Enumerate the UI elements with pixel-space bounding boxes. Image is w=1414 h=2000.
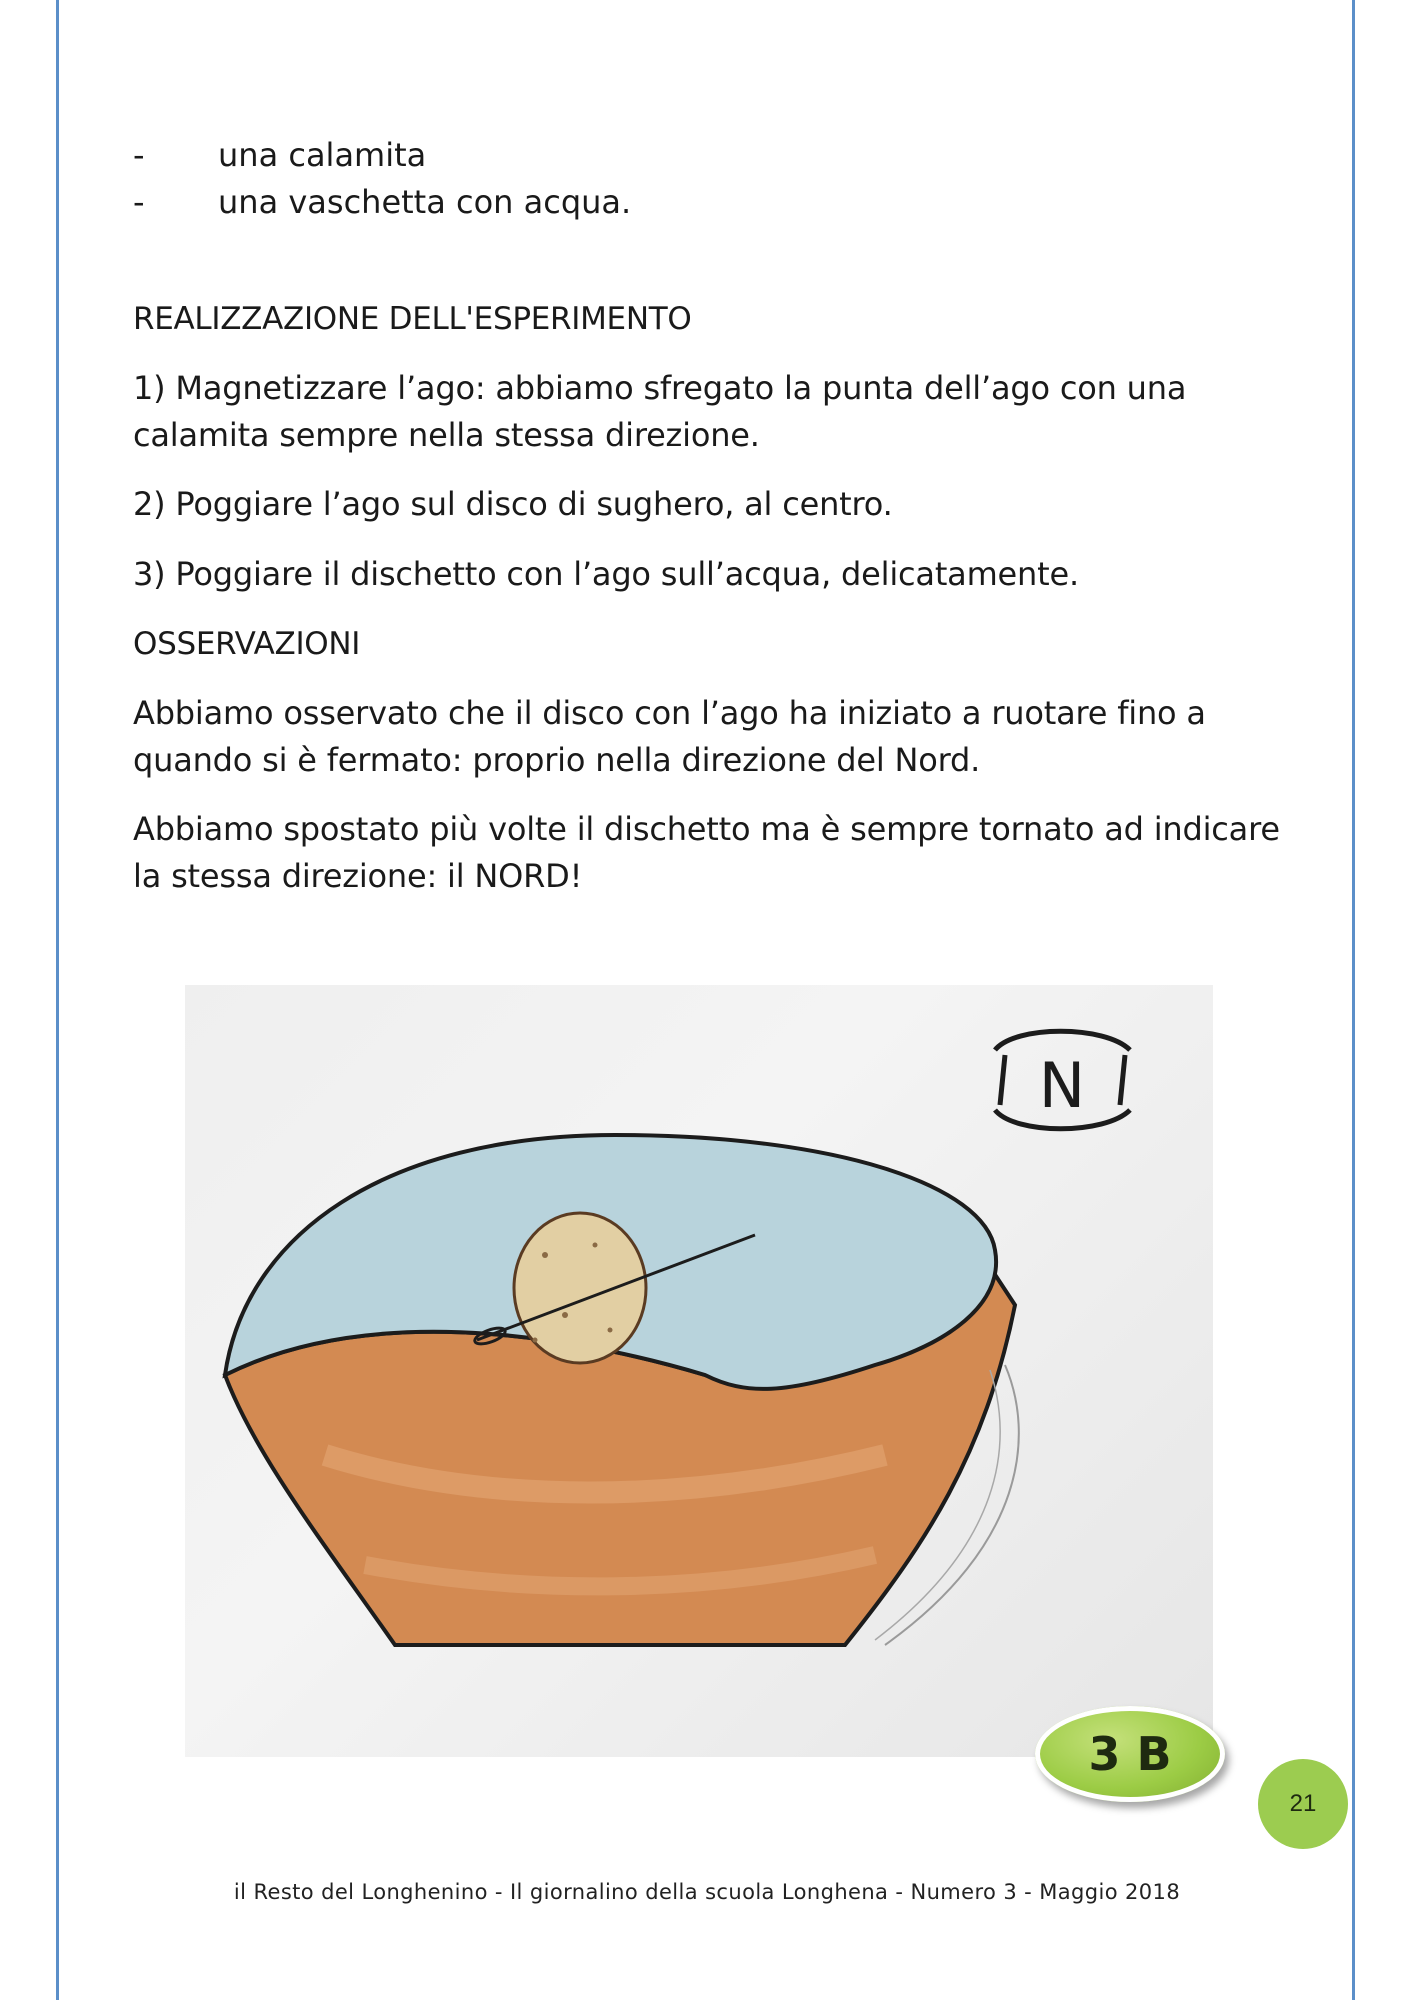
bullet-dash: - <box>133 136 145 174</box>
step-paragraph: 1) Magnetizzare l’ago: abbiamo sfregato la punta dell’ago con una calamita sempre nella stessa direzione. <box>133 369 1187 454</box>
compass-drawing-svg <box>185 985 1213 1757</box>
class-badge: 3 B <box>1035 1706 1225 1802</box>
step-paragraph: 3) Poggiare il dischetto con l’ago sull’acqua, delicatamente. <box>133 555 1079 593</box>
materials-item-text: una calamita <box>218 136 427 174</box>
observation-paragraph: Abbiamo osservato che il disco con l’ago ha iniziato a ruotare fino a quando si è fermato: proprio nella direzione del Nord. <box>133 694 1206 779</box>
observation-paragraph: Abbiamo spostato più volte il dischetto ma è sempre tornato ad indicare la stessa direzione: il NORD! <box>133 810 1280 895</box>
page-border-right <box>1352 0 1355 2000</box>
materials-item <box>133 135 426 175</box>
page-border-left <box>56 0 59 2000</box>
observations-heading: OSSERVAZIONI <box>133 626 361 662</box>
step-paragraph: 2) Poggiare l’ago sul disco di sughero, al centro. <box>133 485 893 523</box>
compass-drawing <box>185 985 1213 1757</box>
page-footer: il Resto del Longhenino - Il giornalino della scuola Longhena - Numero 3 - Maggio 2018 <box>233 1880 1181 1904</box>
page-number: 21 <box>1258 1759 1348 1849</box>
procedure-heading: REALIZZAZIONE DELL'ESPERIMENTO <box>133 301 692 337</box>
materials-item <box>133 182 631 222</box>
bullet-dash: - <box>133 183 145 221</box>
materials-item-text: una vaschetta con acqua. <box>218 183 632 221</box>
north-letter: N <box>1038 1049 1086 1122</box>
